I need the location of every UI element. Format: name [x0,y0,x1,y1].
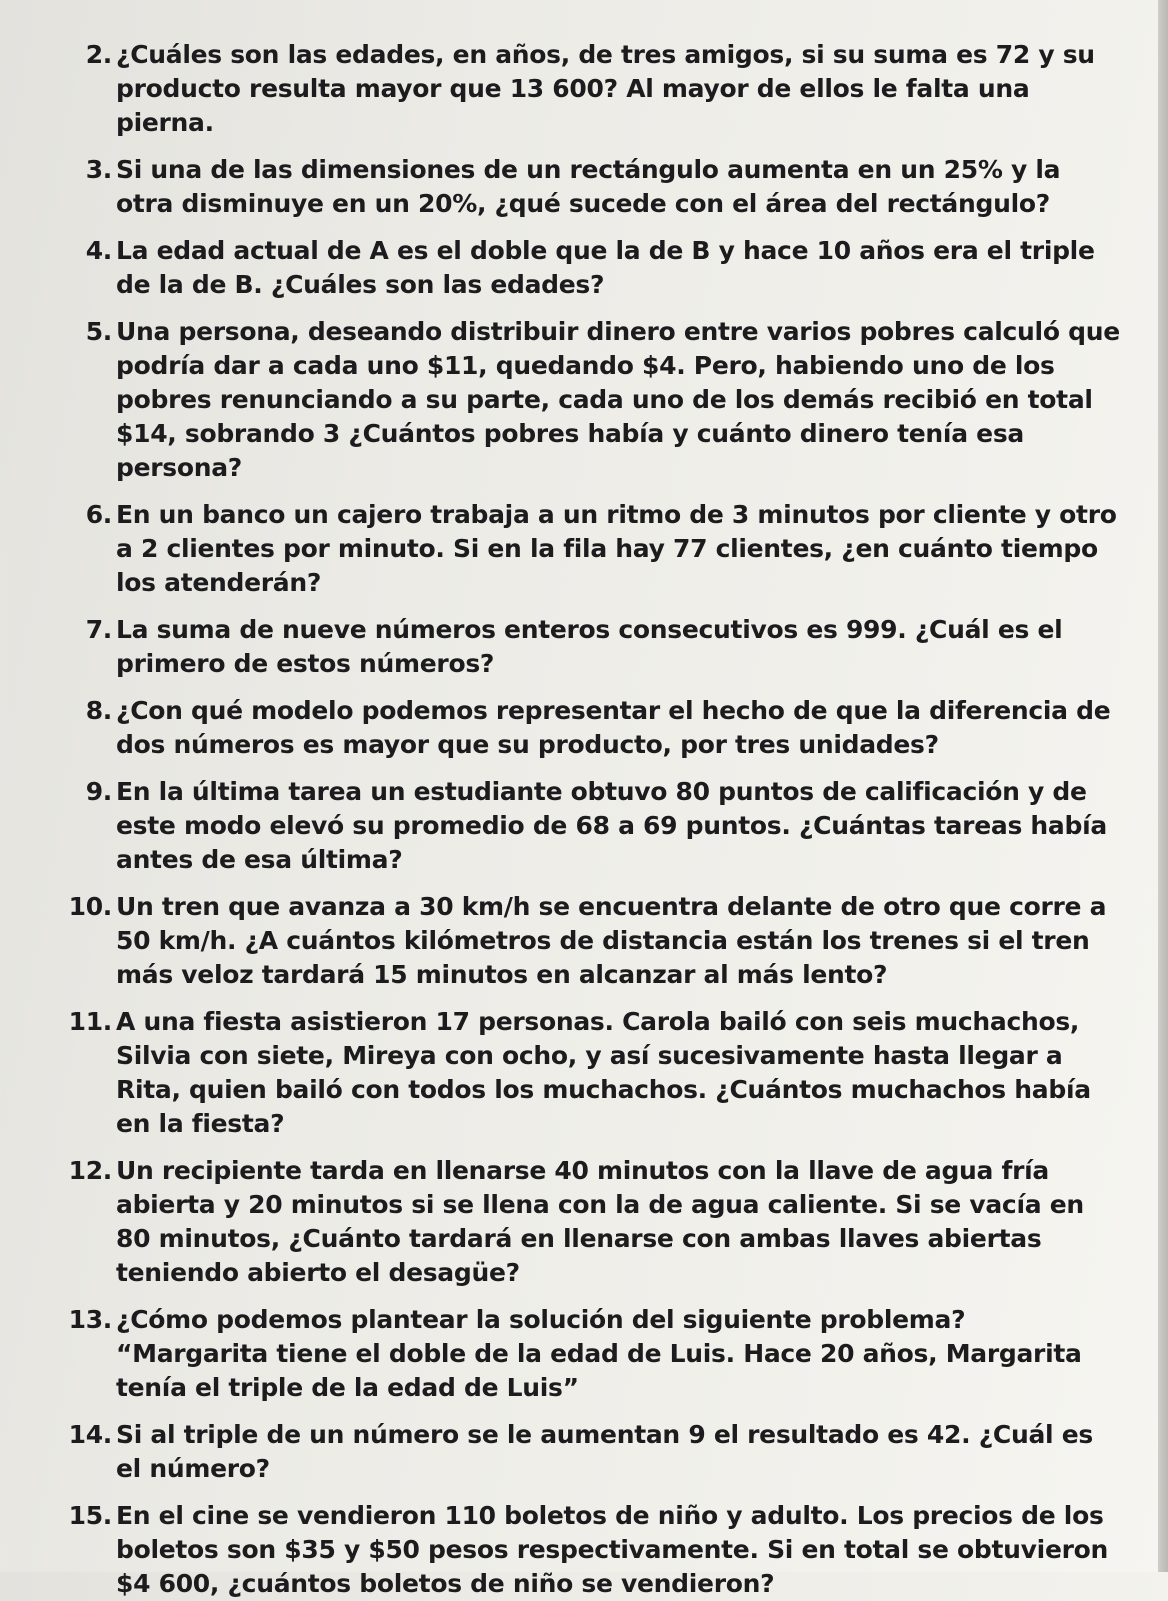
problem-3 [28,153,1120,221]
problem-number: 5 . [28,315,112,349]
problem-text: ¿Con qué modelo podemos representar el hecho de que la diferencia de dos números es mayor que su producto, por tres unidades? [116,696,1111,759]
problem-11 [28,1005,1120,1141]
problem-number: 14 . [28,1418,112,1452]
problem-13 [28,1303,1120,1405]
problem-5 [28,315,1120,485]
problem-15 [28,1499,1120,1601]
problem-number: 11 . [28,1005,112,1039]
problem-7 [28,613,1120,681]
problem-text: Si una de las dimensiones de un rectángulo aumenta en un 25% y la otra disminuye en un 20%, ¿qué sucede con el área del rectángulo? [116,155,1061,218]
problem-number: 4 . [28,234,112,268]
problem-2 [28,38,1120,140]
problem-text: En la última tarea un estudiante obtuvo 80 puntos de calificación y de este modo elevó su promedio de 68 a 69 puntos. ¿Cuántas tareas había antes de esa última? [116,777,1107,874]
page-edge [1158,0,1168,1572]
problem-text: En el cine se vendieron 110 boletos de niño y adulto. Los precios de los boletos son $35 y $50 pesos respectivamente. Si en total se obtuvieron $4 600, ¿cuántos boletos de niño se vendieron? [116,1501,1109,1598]
problem-10 [28,890,1120,992]
problem-9 [28,775,1120,877]
problem-number: 6 . [28,498,112,532]
problem-text: ¿Cómo podemos plantear la solución del siguiente problema? “Margarita tiene el doble de la edad de Luis. Hace 20 años, Margarita tenía el triple de la edad de Luis” [116,1305,1082,1402]
problem-14 [28,1418,1120,1486]
problem-number: 15 . [28,1499,112,1533]
problem-number: 3 . [28,153,112,187]
problem-8 [28,694,1120,762]
problem-number: 12 . [28,1154,112,1188]
problem-number: 9 . [28,775,112,809]
problem-text: Un tren que avanza a 30 km/h se encuentra delante de otro que corre a 50 km/h. ¿A cuántos kilómetros de distancia están los trenes si el tren más veloz tardará 15 minutos en alcanzar al más lento? [116,892,1107,989]
problem-12 [28,1154,1120,1290]
problem-text: A una fiesta asistieron 17 personas. Carola bailó con seis muchachos, Silvia con siete, Mireya con ocho, y así sucesivamente hasta llegar a Rita, quien bailó con todos los muchachos. ¿Cuántos muchachos había en la fiesta? [116,1007,1091,1138]
problem-text: Un recipiente tarda en llenarse 40 minutos con la llave de agua fría abierta y 20 minutos si se llena con la de agua caliente. Si se vacía en 80 minutos, ¿Cuánto tardará en llenarse con ambas llaves abiertas teniendo abierto el desagüe? [116,1156,1084,1287]
problem-number: 7 . [28,613,112,647]
problem-text: Si al triple de un número se le aumentan 9 el resultado es 42. ¿Cuál es el número? [116,1420,1093,1483]
problem-text: En un banco un cajero trabaja a un ritmo de 3 minutos por cliente y otro a 2 clientes por minuto. Si en la fila hay 77 clientes, ¿en cuánto tiempo los atenderán? [116,500,1117,597]
problem-4 [28,234,1120,302]
problem-6 [28,498,1120,600]
problem-text: Una persona, deseando distribuir dinero entre varios pobres calculó que podría dar a cada uno $11, quedando $4. Pero, habiendo uno de los pobres renunciando a su parte, cada uno de los demás recibió en total $14, sobrando 3 ¿Cuántos pobres había y cuánto dinero tenía esa persona? [116,317,1120,482]
problem-number: 10 . [28,890,112,924]
problem-number: 8 . [28,694,112,728]
problem-number: 2 . [28,38,112,72]
problem-number: 13 . [28,1303,112,1337]
problem-text: La edad actual de A es el doble que la de B y hace 10 años era el triple de la de B. ¿Cuáles son las edades? [116,236,1095,299]
problem-text: La suma de nueve números enteros consecutivos es 999. ¿Cuál es el primero de estos números? [116,615,1063,678]
problem-text: ¿Cuáles son las edades, en años, de tres amigos, si su suma es 72 y su producto resulta mayor que 13 600? Al mayor de ellos le falta una pierna. [116,40,1095,137]
